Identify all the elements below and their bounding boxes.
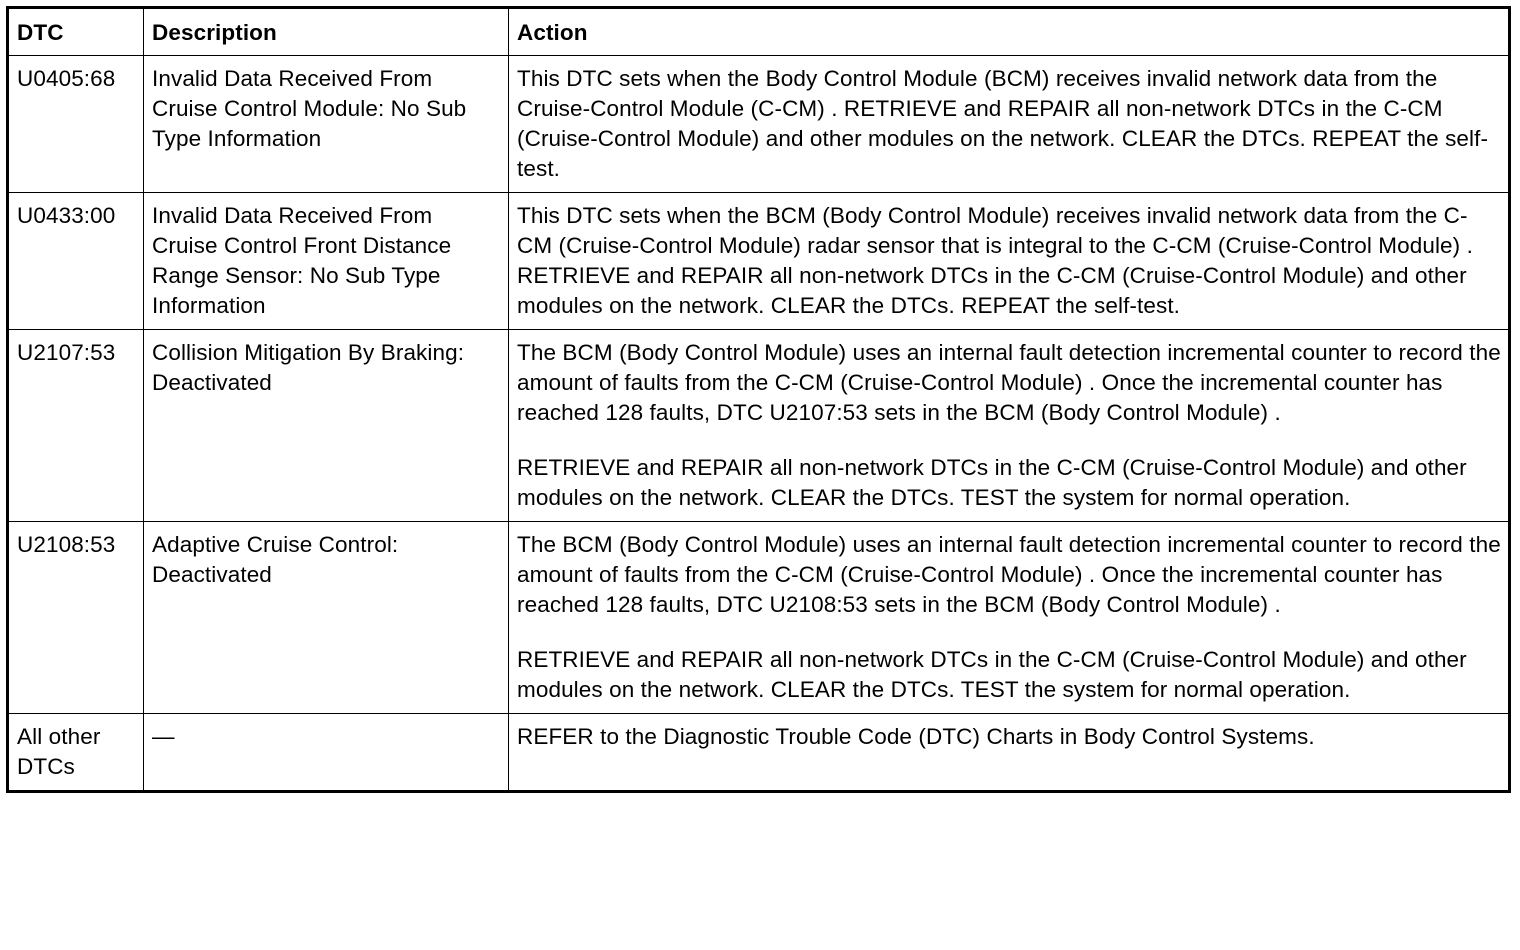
action-paragraph: This DTC sets when the BCM (Body Control Module) receives invalid network data from the C-CM (Cruise-Control Module) radar sensor that is integral to the C-CM (Cruise-Control Module) . RETRIEVE and REPAIR all non-network DTCs in the C-CM (Cruise-Control Module) and other modules on the network. CLEAR the DTCs. REPEAT the self-test. [517,203,1473,318]
action-paragraph: RETRIEVE and REPAIR all non-network DTCs in the C-CM (Cruise-Control Module) and other modules on the network. CLEAR the DTCs. TEST the system for normal operation. [517,455,1467,510]
action-paragraph: This DTC sets when the Body Control Module (BCM) receives invalid network data from the Cruise-Control Module (C-CM) . RETRIEVE and REPAIR all non-network DTCs in the C-CM (Cruise-Control Module) and other modules on the network. CLEAR the DTCs. REPEAT the self-test. [517,66,1489,181]
header-action: Action [509,8,1510,56]
dtc-description: Collision Mitigation By Braking: Deactivated [144,330,509,522]
action-paragraph: The BCM (Body Control Module) uses an internal fault detection incremental counter to record the amount of faults from the C-CM (Cruise-Control Module) . Once the incremental counter has reached 128 faults, DTC U2107:53 sets in the BCM (Body Control Module) . [517,340,1501,425]
dtc-action [509,193,1510,330]
table-row [8,56,1510,193]
dtc-action [509,56,1510,193]
dtc-action [509,330,1510,522]
dtc-description: — [144,714,509,792]
dtc-action [509,522,1510,714]
dtc-code: U2108:53 [8,522,144,714]
action-paragraph: RETRIEVE and REPAIR all non-network DTCs in the C-CM (Cruise-Control Module) and other modules on the network. CLEAR the DTCs. TEST the system for normal operation. [517,647,1467,702]
dtc-description: Adaptive Cruise Control: Deactivated [144,522,509,714]
dtc-code: U0405:68 [8,56,144,193]
table-row [8,330,1510,522]
header-description: Description [144,8,509,56]
action-paragraph: The BCM (Body Control Module) uses an internal fault detection incremental counter to record the amount of faults from the C-CM (Cruise-Control Module) . Once the incremental counter has reached 128 faults, DTC U2108:53 sets in the BCM (Body Control Module) . [517,532,1501,617]
header-row [8,8,1510,56]
header-dtc: DTC [8,8,144,56]
dtc-description: Invalid Data Received From Cruise Control Front Distance Range Sensor: No Sub Type Information [144,193,509,330]
dtc-action [509,714,1510,792]
action-paragraph: REFER to the Diagnostic Trouble Code (DTC) Charts in Body Control Systems. [517,724,1315,749]
dtc-description: Invalid Data Received From Cruise Control Module: No Sub Type Information [144,56,509,193]
dtc-table [6,6,1511,793]
dtc-code: U0433:00 [8,193,144,330]
table-row [8,714,1510,792]
dtc-code: U2107:53 [8,330,144,522]
table-row [8,522,1510,714]
table-row [8,193,1510,330]
dtc-code: All other DTCs [8,714,144,792]
